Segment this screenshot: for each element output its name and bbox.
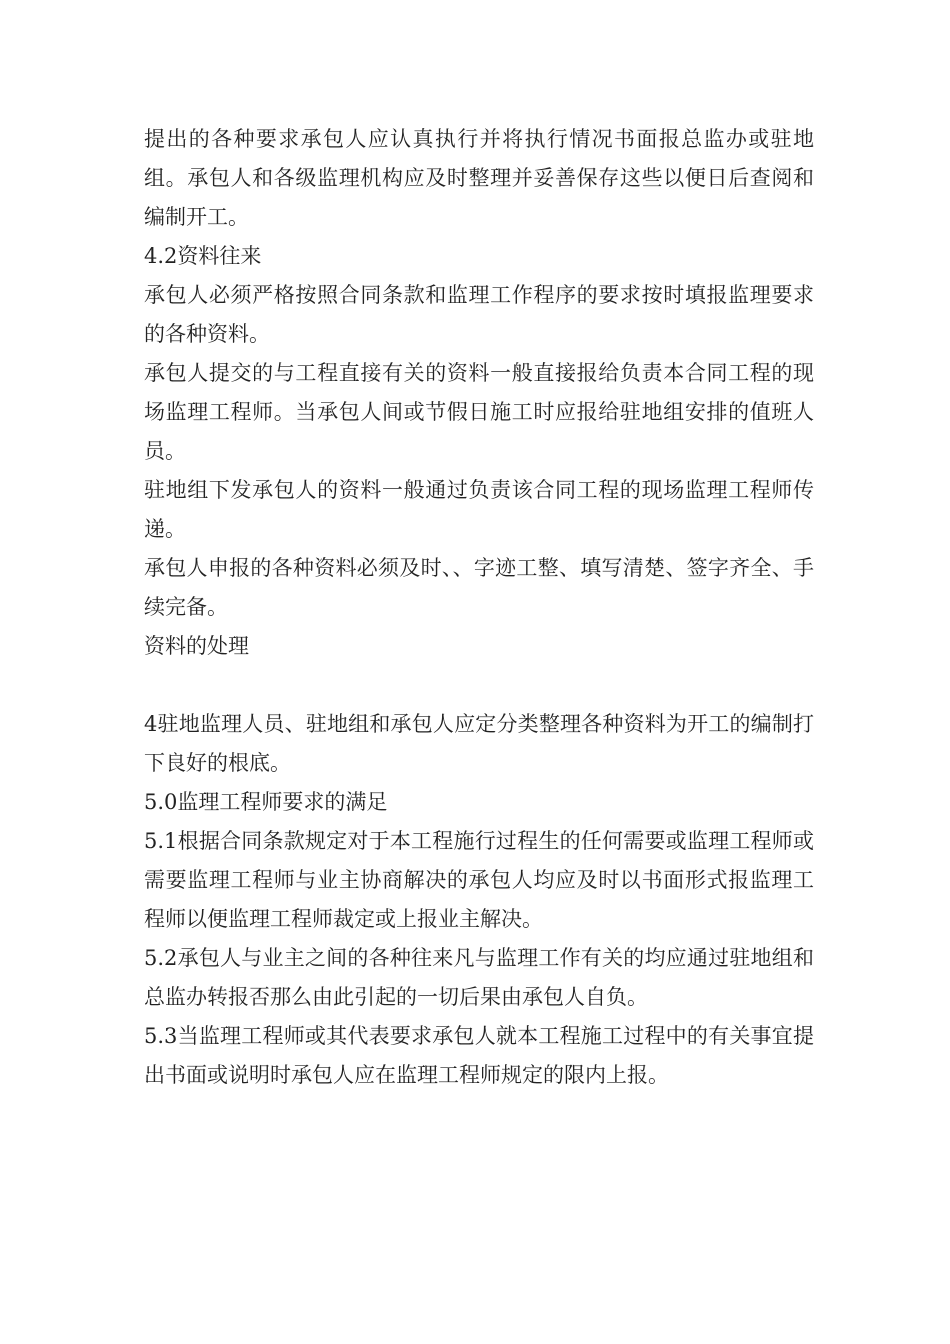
paragraph-continuation: 提出的各种要求承包人应认真执行并将执行情况书面报总监办或驻地组。承包人和各级监理机构应及时整理并妥善保存这些以便日后查阅和编制开工。 bbox=[144, 127, 814, 229]
blank-line bbox=[144, 666, 814, 705]
paragraph: 承包人提交的与工程直接有关的资料一般直接报给负责本合同工程的现场监理工程师。当承包人间或节假日施工时应报给驻地组安排的值班人员。 bbox=[144, 361, 814, 463]
paragraph-5-1: 5.1根据合同条款规定对于本工程施行过程生的任何需要或监理工程师或需要监理工程师与业主协商解决的承包人均应及时以书面形式报监理工程师以便监理工程师裁定或上报业主解决。 bbox=[144, 829, 814, 931]
section-heading-5-0: 5.0监理工程师要求的满足 bbox=[144, 790, 388, 814]
paragraph: 4驻地监理人员、驻地组和承包人应定分类整理各种资料为开工的编制打下良好的根底。 bbox=[144, 712, 814, 775]
paragraph: 驻地组下发承包人的资料一般通过负责该合同工程的现场监理工程师传递。 bbox=[144, 478, 814, 541]
paragraph: 承包人必须严格按照合同条款和监理工作程序的要求按时填报监理要求的各种资料。 bbox=[144, 283, 814, 346]
paragraph-5-2: 5.2承包人与业主之间的各种往来凡与监理工作有关的均应通过驻地组和总监办转报否那么由此引起的一切后果由承包人自负。 bbox=[144, 946, 814, 1009]
section-heading-data-processing: 资料的处理 bbox=[144, 634, 249, 658]
document-body bbox=[144, 120, 814, 1095]
paragraph: 承包人申报的各种资料必须及时、、字迹工整、填写清楚、签字齐全、手续完备。 bbox=[144, 556, 814, 619]
section-heading-4-2: 4.2资料往来 bbox=[144, 244, 262, 268]
paragraph-5-3: 5.3当监理工程师或其代表要求承包人就本工程施工过程中的有关事宜提出书面或说明时承包人应在监理工程师规定的限内上报。 bbox=[144, 1024, 814, 1087]
